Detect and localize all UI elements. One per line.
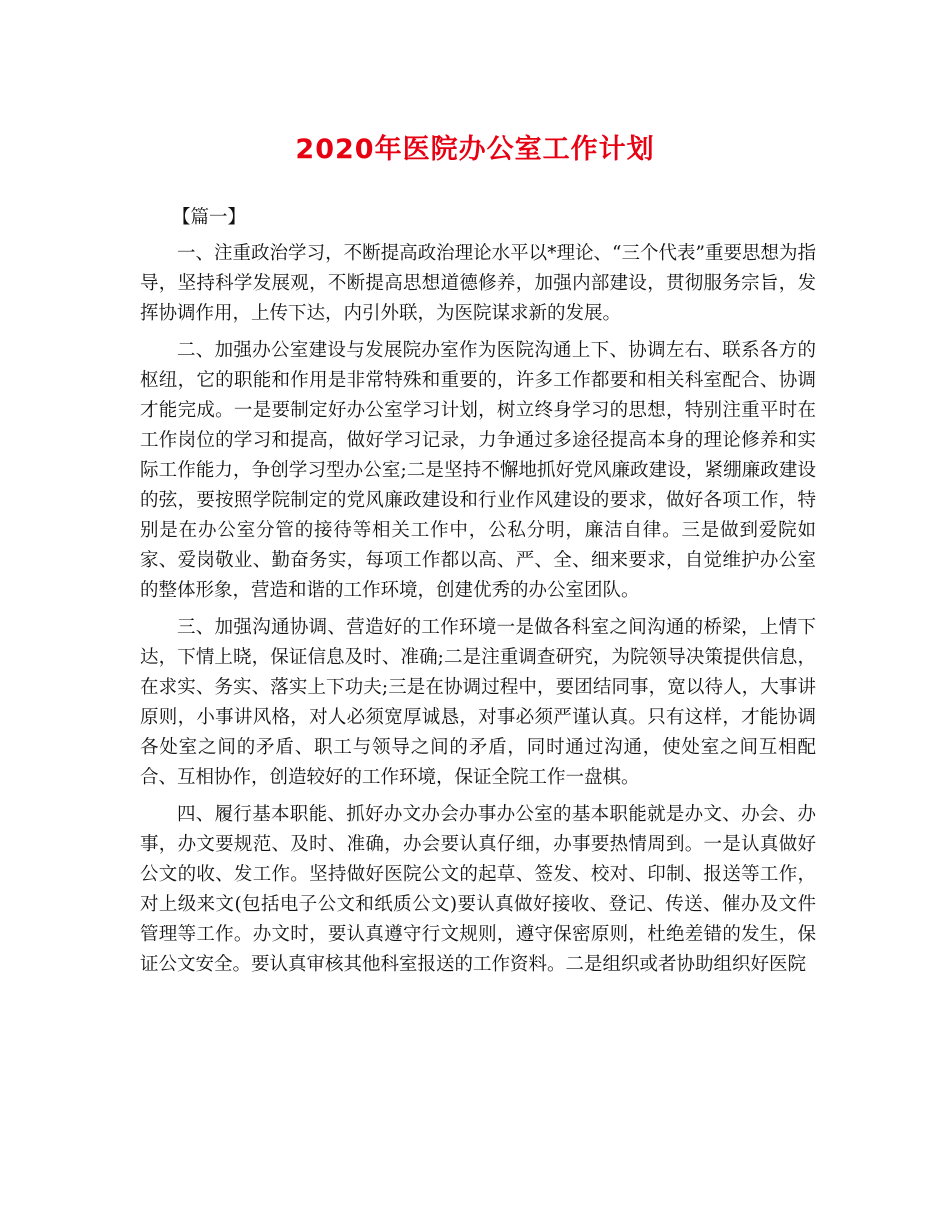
document-title: 2020年医院办公室工作计划 [295,134,655,165]
section-label: 【篇一】 [172,207,247,228]
paragraph-4: 四、履行基本职能、抓好办文办会办事办公室的基本职能就是办文、办会、办事，办文要规范、及时、准确，办会要认真仔细，办事要热情周到。一是认真做好公文的收、发工作。坚持做好医院公文的起草、签发、校对、印制、报送等工作，对上级来文(包括电子公文和纸质公文)要认真做好接收、登记、传送、催办及文件管理等工作。办文时，要认真遵守行文规则，遵守保密原则，杜绝差错的发生，保证公文安全。要认真审核其他科室报送的工作资料。二是组织或者协助组织好医院 [140,804,816,975]
paragraph-2: 二、加强办公室建设与发展院办室作为医院沟通上下、协调左右、联系各方的枢纽，它的职能和作用是非常特殊和重要的，许多工作都要和相关科室配合、协调才能完成。一是要制定好办公室学习计划，树立终身学习的思想，特别注重平时在工作岗位的学习和提高，做好学习记录，力争通过多途径提高本身的理论修养和实际工作能力，争创学习型办公室;二是坚持不懈地抓好党风廉政建设，紧绷廉政建设的弦，要按照学院制定的党风廉政建设和行业作风建设的要求，做好各项工作，特别是在办公室分管的接待等相关工作中，公私分明，廉洁自律。三是做到爱院如家、爱岗敬业、勤奋务实，每项工作都以高、严、全、细来要求，自觉维护办公室的整体形象，营造和谐的工作环境，创建优秀的办公室团队。 [140,340,816,601]
paragraph-3: 三、加强沟通协调、营造好的工作环境一是做各科室之间沟通的桥梁，上情下达，下情上晓，保证信息及时、准确;二是注重调查研究，为院领导决策提供信息，在求实、务实、落实上下功夫;三是在协调过程中，要团结同事，宽以待人，大事讲原则，小事讲风格，对人必须宽厚诚恳，对事必须严谨认真。只有这样，才能协调各处室之间的矛盾、职工与领导之间的矛盾，同时通过沟通，使处室之间互相配合、互相协作，创造较好的工作环境，保证全院工作一盘棋。 [140,617,816,788]
document-body [140,203,816,987]
paragraph-1: 一、注重政治学习，不断提高政治理论水平以*理论、“三个代表”重要思想为指导，坚持科学发展观，不断提高思想道德修养，加强内部建设，贯彻服务宗旨，发挥协调作用，上传下达，内引外联，为医院谋求新的发展。 [140,243,816,324]
